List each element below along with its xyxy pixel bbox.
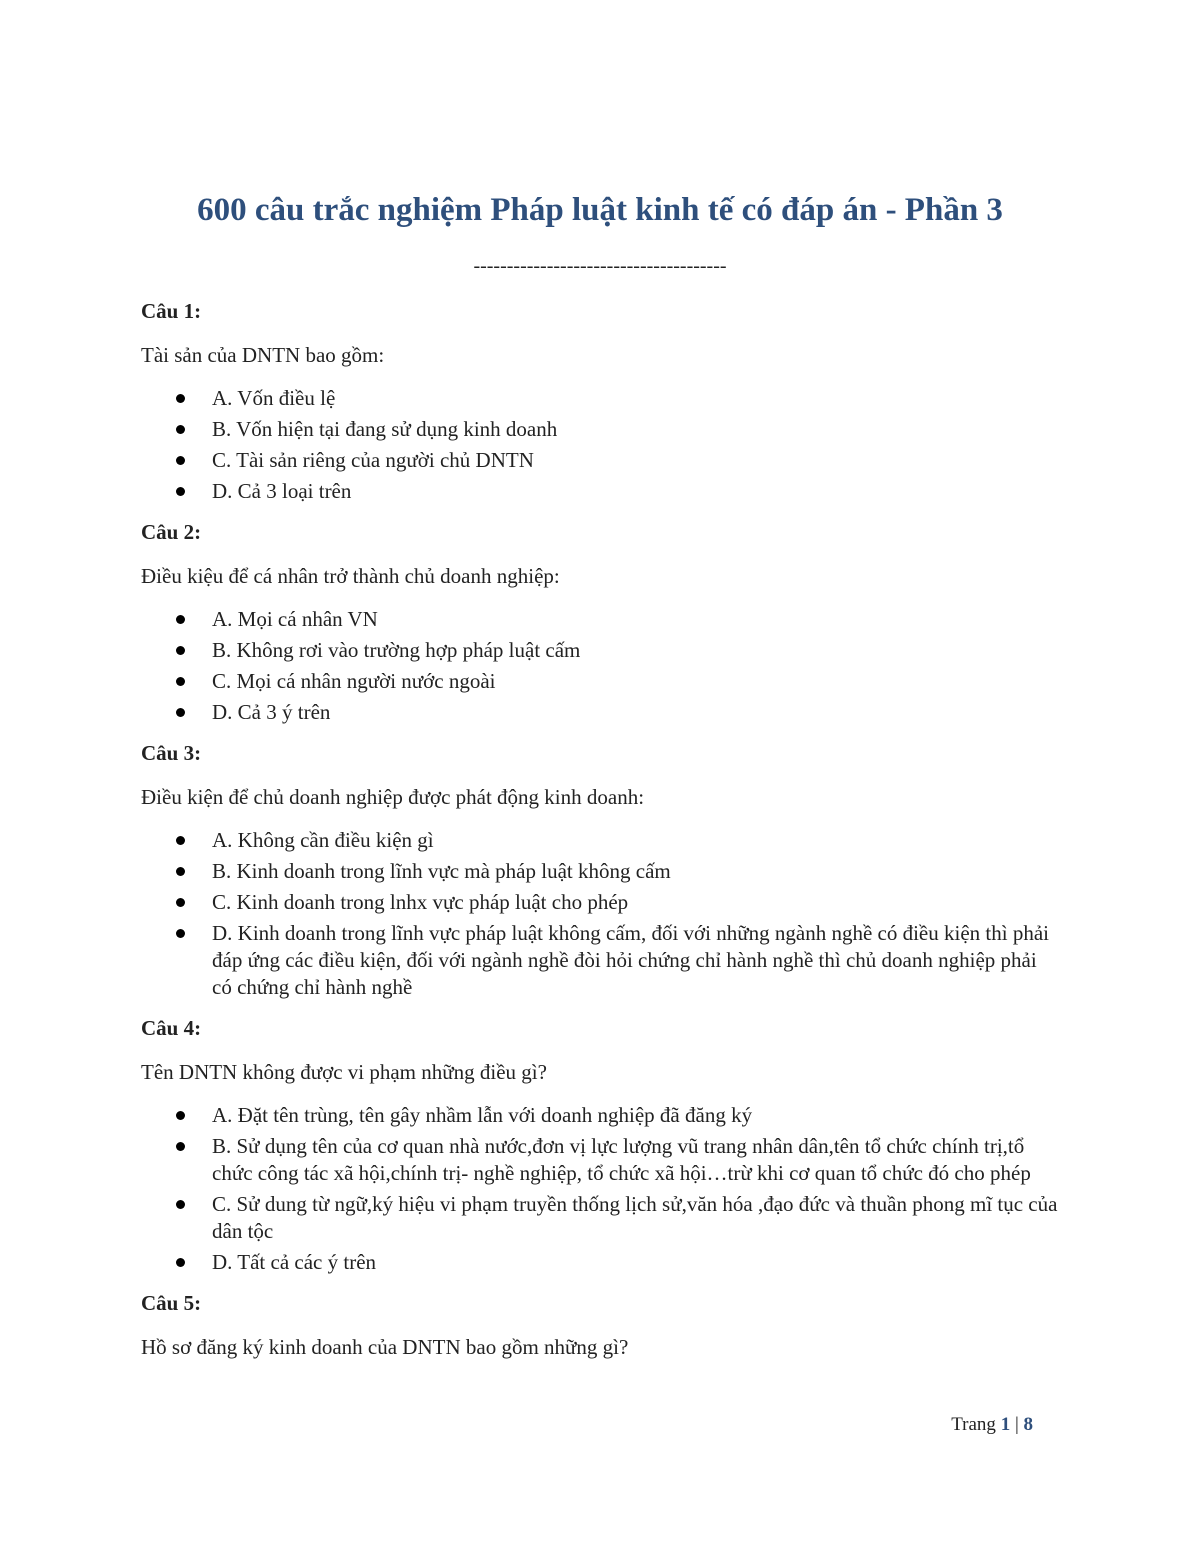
question-5 (141, 1288, 1061, 1362)
option-text: C. Sử dung từ ngữ,ký hiệu vi phạm truyền thống lịch sử,văn hóa ,đạo đức và thuần phong mĩ tục của dân tộc (212, 1192, 1058, 1243)
bullet-icon (176, 898, 185, 907)
option-text: A. Vốn điều lệ (212, 386, 336, 410)
question-1 (141, 296, 1061, 505)
option-text: A. Mọi cá nhân VN (212, 607, 378, 631)
option-item (141, 920, 1061, 1001)
option-text: C. Kinh doanh trong lnhx vực pháp luật cho phép (212, 890, 629, 914)
option-item (141, 447, 1061, 474)
page-footer (951, 1412, 1033, 1438)
question-label: Câu 5: (141, 1291, 202, 1315)
option-text: D. Kinh doanh trong lĩnh vực pháp luật không cấm, đối với những ngành nghề có điều kiện thì phải đáp ứng các điều kiện, đối với ngành nghề đòi hỏi chứng chỉ hành nghề thì chủ doanh nghiệp phải có chứng chỉ hành nghề (212, 921, 1049, 999)
title-divider: -------------------------------------- (473, 255, 727, 277)
option-item (141, 668, 1061, 695)
page-label: Trang (951, 1414, 996, 1435)
question-text: Điều kiện để chủ doanh nghiệp được phát động kinh doanh: (141, 785, 645, 809)
bullet-icon (176, 394, 185, 403)
option-text: B. Kinh doanh trong lĩnh vực mà pháp luật không cấm (212, 859, 671, 883)
option-text: A. Đặt tên trùng, tên gây nhầm lẫn với doanh nghiệp đã đăng ký (212, 1103, 753, 1127)
option-item (141, 606, 1061, 633)
option-item (141, 699, 1061, 726)
document-title: 600 câu trắc nghiệm Pháp luật kinh tế có đáp án - Phần 3 (197, 192, 1003, 228)
option-item (141, 858, 1061, 885)
option-text: D. Tất cả các ý trên (212, 1250, 377, 1274)
bullet-icon (176, 1142, 185, 1151)
option-text: B. Không rơi vào trường hợp pháp luật cấm (212, 638, 581, 662)
option-text: B. Sử dụng tên của cơ quan nhà nước,đơn vị lực lượng vũ trang nhân dân,tên tổ chức chính trị,tổ chức công tác xã hội,chính trị- nghề nghiệp, tổ chức xã hội…trừ khi cơ quan tổ chức đó cho phép (212, 1134, 1031, 1185)
option-item (141, 827, 1061, 854)
bullet-icon (176, 456, 185, 465)
option-text: D. Cả 3 loại trên (212, 479, 352, 503)
option-item (141, 1102, 1061, 1129)
page-total: 8 (1023, 1414, 1033, 1435)
option-item (141, 385, 1061, 412)
question-label: Câu 1: (141, 299, 202, 323)
option-item (141, 478, 1061, 505)
question-text: Hồ sơ đăng ký kinh doanh của DNTN bao gồm những gì? (141, 1335, 629, 1359)
question-label: Câu 4: (141, 1016, 202, 1040)
option-list (141, 385, 1061, 505)
option-text: C. Tài sản riêng của người chủ DNTN (212, 448, 534, 472)
option-item (141, 416, 1061, 443)
question-list (141, 296, 1061, 1377)
question-text: Tài sản của DNTN bao gồm: (141, 343, 385, 367)
option-text: C. Mọi cá nhân người nước ngoài (212, 669, 496, 693)
option-item (141, 1249, 1061, 1276)
option-list (141, 1102, 1061, 1276)
option-item (141, 1133, 1061, 1187)
option-text: B. Vốn hiện tại đang sử dụng kinh doanh (212, 417, 558, 441)
bullet-icon (176, 1111, 185, 1120)
bullet-icon (176, 425, 185, 434)
question-2 (141, 517, 1061, 726)
bullet-icon (176, 708, 185, 717)
question-4 (141, 1013, 1061, 1276)
option-text: D. Cả 3 ý trên (212, 700, 331, 724)
question-text: Tên DNTN không được vi phạm những điều gì? (141, 1060, 547, 1084)
bullet-icon (176, 1258, 185, 1267)
question-3 (141, 738, 1061, 1001)
bullet-icon (176, 677, 185, 686)
bullet-icon (176, 646, 185, 655)
bullet-icon (176, 1200, 185, 1209)
option-item (141, 889, 1061, 916)
question-label: Câu 3: (141, 741, 202, 765)
option-text: A. Không cần điều kiện gì (212, 828, 434, 852)
option-item (141, 1191, 1061, 1245)
bullet-icon (176, 929, 185, 938)
question-text: Điều kiệu để cá nhân trở thành chủ doanh nghiệp: (141, 564, 560, 588)
option-item (141, 637, 1061, 664)
question-label: Câu 2: (141, 520, 202, 544)
option-list (141, 827, 1061, 1001)
bullet-icon (176, 867, 185, 876)
page-number: 1 (1000, 1414, 1011, 1435)
bullet-icon (176, 615, 185, 624)
bullet-icon (176, 836, 185, 845)
option-list (141, 606, 1061, 726)
page-separator: | (1014, 1414, 1019, 1435)
bullet-icon (176, 487, 185, 496)
